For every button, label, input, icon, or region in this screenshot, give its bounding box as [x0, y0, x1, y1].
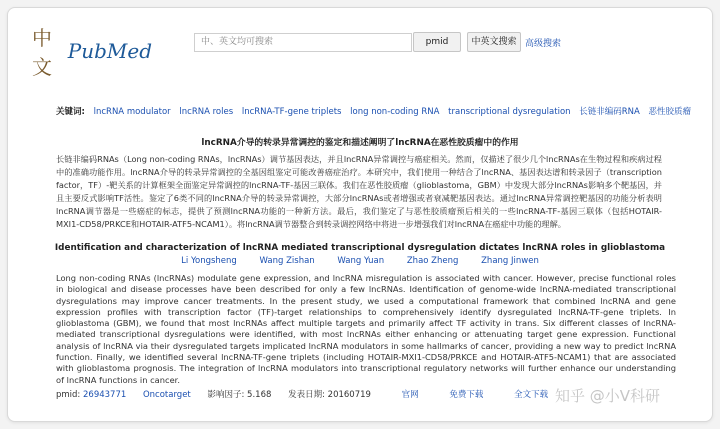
author-list — [8, 256, 712, 266]
logo-cn-text: 中文 — [32, 26, 53, 79]
official-site-link[interactable]: 官网 — [401, 390, 419, 400]
impact-value: 5.168 — [247, 390, 272, 400]
article-title-cn: lncRNA介导的转录异常调控的鉴定和描述阐明了lncRNA在恶性胶质瘤中的作用 — [201, 138, 519, 148]
keywords-label: 关键词: — [56, 107, 85, 117]
search-input[interactable]: 中、英文均可搜索 — [194, 33, 412, 52]
impact-label: 影响因子: — [207, 390, 245, 400]
keyword-link[interactable]: lncRNA roles — [179, 107, 234, 117]
abstract-en: Long non-coding RNAs (lncRNAs) modulate gene expression, and lncRNA misregulation is associated with cancer. However, precise functional roles in biological and disease processes have been described for only a few lncRNAs. Identification of genome-wide lncRNA-mediated transcriptional dysregulations may improve cancer treatments. In the present study, we used a computational framework that combined lncRNA and gene expression profiles with transcription factor (TF)-target relationships to comprehensively identify dysregulated lncRNA-TF-gene triplets. In glioblastoma (GBM), we found that most lncRNAs affect multiple targets and primarily affect TF activity in trans. Six different classes of lncRNA-mediated transcriptional dysregulations were identified, with most lncRNAs either enhancing or attenuating target gene expression. Functional analysis of lncRNA via their dysregulated targets implicated lncRNA modulators in some hallmarks of cancer, providing a new way to predict lncRNA function. Finally, we identified several lncRNA-TF-gene triplets (including HOTAIR-MXI1-CD58/PRKCE and HOTAIR-ATF5-NCAM1) that are associated with glioblastoma prognosis. The integration of lncRNA modulators into transcriptional regulatory networks will further enhance our understanding of lncRNA functions in cancer. — [56, 273, 676, 385]
keyword-link[interactable]: transcriptional dysregulation — [448, 107, 571, 117]
keyword-link[interactable]: 长链非编码RNA — [579, 107, 640, 117]
pmid-search-button[interactable]: pmid — [413, 32, 461, 52]
logo-en-text: PubMed — [67, 39, 152, 63]
author-link[interactable]: Wang Yuan — [337, 256, 385, 266]
keyword-link[interactable]: lncRNA-TF-gene triplets — [241, 107, 342, 117]
site-logo[interactable] — [32, 26, 152, 79]
free-download-link[interactable]: 免费下载 — [449, 390, 484, 400]
author-link[interactable]: Wang Zishan — [259, 256, 315, 266]
pmid-label: pmid: — [56, 390, 81, 400]
author-link[interactable]: Zhang Jinwen — [481, 256, 539, 266]
advanced-search-link[interactable]: 高级搜索 — [525, 39, 562, 49]
keyword-link[interactable]: long non-coding RNA — [350, 107, 440, 117]
author-link[interactable]: Zhao Zheng — [406, 256, 459, 266]
cn-en-search-button[interactable]: 中英文搜索 — [467, 32, 521, 52]
journal-link[interactable]: Oncotarget — [142, 390, 191, 400]
watermark-text: 知乎 @小V科研 — [555, 387, 661, 405]
date-label: 发表日期: — [288, 390, 325, 400]
keywords-row — [56, 105, 691, 117]
full-text-download-link[interactable]: 全文下载 — [514, 390, 549, 400]
keyword-link[interactable]: 恶性胶质瘤 — [648, 107, 692, 117]
pmid-link[interactable]: 26943771 — [83, 390, 127, 400]
article-title-en: Identification and characterization of lncRNA mediated transcriptional dysregulation dictates lncRNA roles in glioblastoma — [54, 243, 666, 253]
article-meta-row — [56, 388, 548, 400]
keyword-link[interactable]: lncRNA modulator — [93, 107, 171, 117]
abstract-cn: 长链非编码RNAs（Long non-coding RNAs，lncRNAs）调节基因表达，并且lncRNA异常调控与癌症相关。然而，仅描述了很少几个lncRNAs在生物过程和疾病过程中的准确功能作用。lncRNA介导的转录异常调控的全基因组鉴定可能改善癌症治疗。本研究中，我们使用一种结合了lncRNA、基因表达谱和转录因子（transcription factor，TF）-靶关系的计算框架全面鉴定异常调控的lncRNA-TF-基因三联体。我们在恶性胶质瘤（glioblastoma，GBM）中发现大部分lncRNAs影响多个靶基因，并且主要反式影响TF活性。鉴定了6类不同的lncRNA介导的转录异常调控，大部分lncRNAs或者增强或者衰减靶基因表达。通过lncRNA异常调控靶基因的功能分析表明lncRNA调节器是一些癌症的标志，提供了预测lncRNA功能的一种新方法。最后，我们鉴定了与恶性胶质瘤预后相关的一些lncRNA-TF-基因三联体（包括HOTAIR-MXI1-CD58/PRKCE和HOTAIR-ATF5-NCAM1）。将lncRNA调节器整合到转录调控网络中将进一步增强我们对lncRNA在癌症中功能的理解。 — [56, 154, 662, 229]
author-link[interactable]: Li Yongsheng — [181, 256, 237, 266]
date-value: 20160719 — [327, 390, 371, 400]
result-card — [7, 7, 713, 422]
